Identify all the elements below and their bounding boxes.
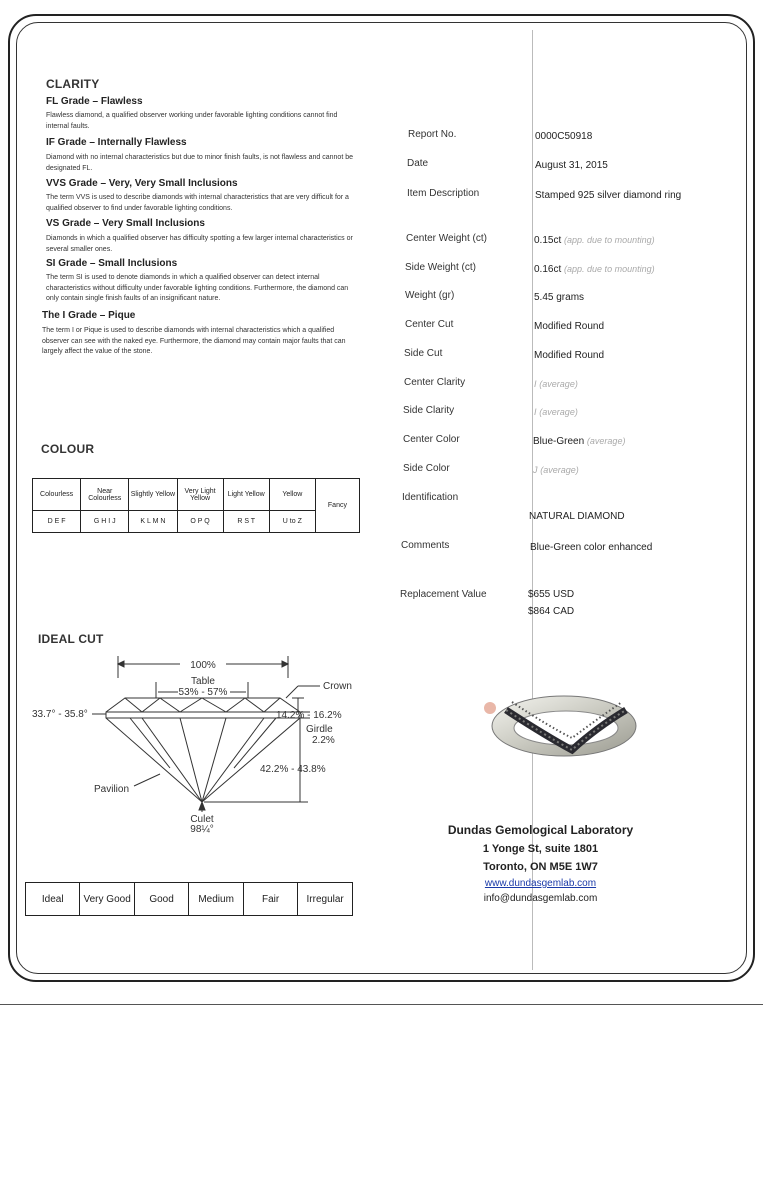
ring-photo	[476, 676, 646, 776]
grade-desc-vvs: The term VVS is used to describe diamonds with internal characteristics that are very difficult for a qualified observer to find under favorable lighting conditions.	[46, 194, 349, 212]
side-clarity-value: I	[534, 407, 537, 417]
date-value: August 31, 2015	[535, 160, 608, 171]
item-description-label: Item Description	[407, 188, 480, 199]
label-girdle: Girdle	[306, 724, 333, 735]
label-crown-angle: 33.7° - 35.8°	[32, 709, 88, 720]
colour-grades-opq: O P Q	[177, 511, 223, 533]
side-weight-value: 0.16ct	[534, 264, 562, 275]
label-crown: Crown	[323, 681, 352, 692]
colour-col-light-yellow: Light Yellow	[223, 479, 269, 511]
label-culet: Culet	[190, 814, 214, 825]
grade-desc-i: The term I or Pique is used to describe diamonds with internal characteristics which a qualified observer can see with the naked eye. Furthermore, the diamond may contain major faults that can largely affect the value of the stone.	[42, 327, 346, 355]
label-pavilion-depth: 42.2% - 43.8%	[260, 764, 326, 775]
cut-grade-medium: Medium	[189, 883, 244, 916]
clarity-title: CLARITY	[46, 77, 100, 91]
label-girdle-value: 2.2%	[312, 735, 335, 746]
grade-title-i: The I Grade – Pique	[42, 310, 136, 321]
report-no-label: Report No.	[408, 129, 457, 140]
center-clarity-value: I	[534, 379, 537, 389]
grade-title-vvs: VVS Grade – Very, Very Small Inclusions	[46, 178, 238, 189]
replacement-value-usd: $655 USD	[528, 589, 575, 600]
side-clarity-label: Side Clarity	[403, 405, 455, 416]
side-cut-value: Modified Round	[534, 350, 605, 361]
side-color-label: Side Color	[403, 463, 450, 474]
cut-grade-very-good: Very Good	[80, 883, 134, 916]
colour-title: COLOUR	[41, 442, 95, 456]
comments-value: Blue-Green color enhanced	[530, 542, 653, 553]
label-pavilion: Pavilion	[94, 784, 130, 795]
comments-label: Comments	[401, 540, 450, 551]
colour-col-very-light-yellow: Very Light Yellow	[177, 479, 223, 511]
replacement-value-label: Replacement Value	[400, 589, 487, 600]
bottom-rule	[0, 1004, 763, 1005]
weight-gr-value: 5.45 grams	[534, 292, 585, 303]
ideal-cut-title: IDEAL CUT	[38, 632, 104, 646]
colour-col-colourless: Colourless	[33, 479, 81, 511]
label-culet-value: 98¼°	[190, 824, 214, 835]
grade-desc-si: The term SI is used to denote diamonds in which a qualified observer can detect internal characteristics without difficulty under favorable lighting conditions. Furthermore, the diamond can only contain single finish faults of an insignificant nature.	[46, 274, 349, 302]
lab-address-line2: Toronto, ON M5E 1W7	[483, 861, 598, 873]
label-crown-height: 14.2% - 16.2%	[276, 710, 342, 721]
colour-grades-def: D E F	[33, 511, 81, 533]
colour-grades-ghij: G H I J	[81, 511, 129, 533]
side-weight-note: (app. due to mounting)	[564, 264, 655, 274]
lab-address-line1: 1 Yonge St, suite 1801	[482, 843, 599, 855]
colour-col-near-colourless: Near Colourless	[81, 479, 129, 511]
lab-email[interactable]: info@dundasgemlab.com	[483, 893, 598, 904]
center-weight-note: (app. due to mounting)	[564, 235, 655, 245]
label-table: Table	[191, 676, 215, 687]
colour-col-fancy: Fancy	[315, 479, 359, 533]
colour-grades-u-to-z: U to Z	[269, 511, 315, 533]
grade-title-fl: FL Grade – Flawless	[46, 96, 143, 107]
center-weight-label: Center Weight (ct)	[406, 233, 487, 244]
lab-name: Dundas Gemological Laboratory	[447, 823, 634, 837]
side-weight-label: Side Weight (ct)	[405, 262, 476, 273]
grade-title-vs: VS Grade – Very Small Inclusions	[46, 218, 205, 229]
weight-gr-label: Weight (gr)	[405, 290, 455, 301]
item-description-value: Stamped 925 silver diamond ring	[535, 190, 682, 201]
grade-desc-vs: Diamonds in which a qualified observer has difficulty spotting a few larger internal characteristics or several smaller ones.	[46, 235, 353, 253]
cut-grade-fair: Fair	[243, 883, 297, 916]
grade-title-si: SI Grade – Small Inclusions	[46, 258, 178, 269]
center-color-value: Blue-Green	[533, 436, 585, 447]
center-color-label: Center Color	[403, 434, 460, 445]
center-cut-value: Modified Round	[534, 321, 605, 332]
center-clarity-label: Center Clarity	[404, 377, 466, 388]
side-color-value: J	[533, 465, 538, 475]
side-cut-label: Side Cut	[404, 348, 443, 359]
label-table-range: 53% - 57%	[178, 687, 228, 698]
diamond-proportions-diagram	[30, 650, 370, 840]
colour-grades-klmn: K L M N	[129, 511, 177, 533]
report-no-value: 0000C50918	[535, 131, 593, 142]
colour-scale-table	[32, 478, 360, 533]
colour-grades-rst: R S T	[223, 511, 269, 533]
grade-title-if: IF Grade – Internally Flawless	[46, 137, 187, 148]
cut-grade-irregular: Irregular	[298, 883, 353, 916]
center-color-note: (average)	[586, 436, 626, 446]
identification-label: Identification	[402, 492, 459, 503]
date-label: Date	[407, 158, 429, 169]
colour-col-slightly-yellow: Slightly Yellow	[129, 479, 177, 511]
grade-desc-if: Diamond with no internal characteristics but due to minor finish faults, is not flawless and cannot be designated FL.	[46, 154, 353, 172]
cut-grade-good: Good	[134, 883, 188, 916]
colour-col-yellow: Yellow	[269, 479, 315, 511]
center-weight-value: 0.15ct	[534, 235, 562, 246]
identification-value: NATURAL DIAMOND	[529, 511, 625, 522]
cut-grade-ideal: Ideal	[26, 883, 80, 916]
side-color-note: (average)	[540, 465, 579, 475]
replacement-value-cad: $864 CAD	[528, 606, 575, 617]
center-cut-label: Center Cut	[405, 319, 454, 330]
label-width: 100%	[190, 660, 216, 671]
grade-desc-fl: Flawless diamond, a qualified observer working under favorable lighting conditions cannot find internal faults.	[46, 112, 338, 130]
center-clarity-note: (average)	[539, 379, 578, 389]
side-clarity-note: (average)	[539, 407, 578, 417]
lab-website-link[interactable]: www.dundasgemlab.com	[484, 878, 597, 889]
cut-grade-table	[25, 882, 353, 916]
